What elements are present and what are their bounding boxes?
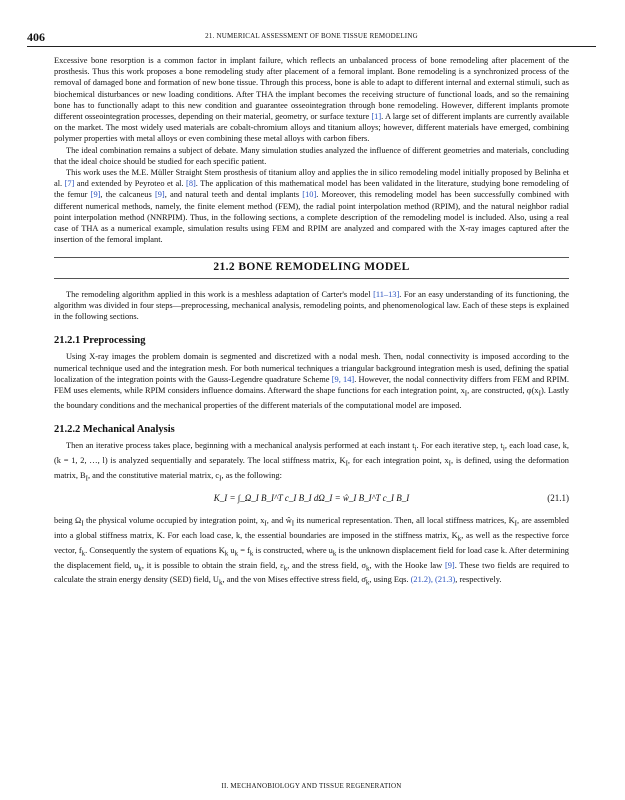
subsection-title-mechanical-analysis: 21.2.2 Mechanical Analysis [54,424,175,436]
page-body [54,55,569,589]
mechanical-paragraph-1: Then an iterative process takes place, beginning with a mechanical analysis performed at each instant $t_i$. For each iterative step, $t_i$, each load case, k, (k = 1, 2, …, l) is analyzed sequentially and separately. The local stiffness matrix, $K_I$, for each integration point, $x_I$, is defined, using the deformation matrix, $B_I$, and the constitutive material matrix, $c_I$, as the following: [54,441,569,483]
citation-link[interactable]: [9] [444,560,455,570]
citation-link[interactable]: [9] [154,190,165,200]
equation-21-1 [54,489,569,513]
section-title: 21.2 BONE REMODELING MODEL [54,257,569,278]
intro-paragraph-1: Excessive bone resorption is a common factor in implant failure, which reflects an unbalanced process of bone remodeling after placement of the prosthesis. Thus this work proposes a bone remodeling study after placement of a femoral implant. Bone remodeling is a synchronized process of the removal of damaged bone and formation of new bone tissue. Through this process, bone is able to adapt to different internal and external stimuli, such as biochemical disturbances or new loading conditions. After THA the implant becomes the receiving structure of functional loads, and so the remaining bone has to functionally adapt to this new condition and guarantee osseointegration through bone remodeling. However, different implants promote different osseointegration processes, depending on their material, geometry, or surface texture [1]. A large set of different implants are currently available on the market. The most widely used materials are cobalt-chromium alloys and titanium alloys; however, different materials have emerged, combining polymer properties with metal alloys or even combining these metal alloys with carbon fibers. [54,56,569,144]
mechanical-paragraph-2: being $\Omega_I$ the physical volume occupied by integration point, $x_I$, and $ŵ_I$ its numerical representation. Then, all local stiffness matrices, $K_I$, are assembled into a global stiffness matrix, K. For each load case, k, the essential boundaries are imposed in the stiffness matrix, $K_k$, as well as the respective force vector, $f_k$. Consequently the system of equations $K_k$ $u_k = f_k$ is constructed, where $u_k$ is the unknown displacement field for load case k. After determining the displacement field, $u_k$, it is possible to obtain the strain field, $\varepsilon_k$, and the stress field, $\sigma_k$, with the Hooke law [9]. These two fields are required to calculate the strain energy density (SED) field, $U_k$, and the von Mises effective stress field, $\sigmā_k$, using Eqs. (21.2), (21.3), respectively. [54,515,570,588]
page-header [27,30,596,47]
citation-link[interactable]: [11–13] [373,289,400,299]
citation-link[interactable]: [9] [90,190,101,200]
preprocessing-paragraph: Using X-ray images the problem domain is segmented and discretized with a nodal mesh. Then, nodal connectivity is imposed according to the numerical technique used and the integration mesh. For both numerical techniques a triangular background integration mesh is used, defining the spatial localization of the integration points with the Gauss-Legendre quadrature Scheme [9, 14]. However, the nodal connectivity differs from FEM and RPIM. FEM uses elements, while RPIM considers influence domains. Afterward the shape functions for each integration point, $x_I$, are constructed, $\varphi(x_I)$. Lastly the boundary conditions and the mechanical properties of the different materials of the computational model are imposed. [54,352,570,410]
subsection-title-preprocessing: 21.2.1 Preprocessing [54,335,146,347]
citation-link[interactable]: [10] [302,190,317,200]
section-paragraph-1: The remodeling algorithm applied in this work is a meshless adaptation of Carter's model [11–13]. For an easy understanding of its functioning, the algorithm was divided in four steps—preprocessing, mechanical analysis, remodeling points, and phenomenological law. Each of these steps is explained in the following sections. [54,289,569,322]
equation-number: (21.1) [547,492,569,503]
page-footer: II. MECHANOBIOLOGY AND TISSUE REGENERATION [221,782,402,790]
citation-link[interactable]: [8] [186,179,196,189]
citation-link[interactable]: [9, 14] [331,374,355,384]
citation-link[interactable]: [7] [64,179,75,189]
intro-paragraph-3: This work uses the M.E. Müller Straight Stem prosthesis of titanium alloy and applies the in silico remodeling model initially proposed by Belinha et al. [7] and extended by Peyroteo et al. [8]. The application of this mathematical model has been validated in the literature, studying bone remodeling of the femur [9], the calcaneus [9], and natural teeth and dental implants [10]. Moreover, this remodeling model has been successfully combined with different numerical methods, namely, the finite element method (FEM), the radial point interpolation method (RPIM), and the natural neighbor radial point interpolation method (NNRPIM). Thus, in the following sections, a complete description of the remodeling model is included. Also, using a real case of THA as a numerical example, simulation results using FEM and RPIM are analyzed and compared with the X-ray images captured after the insertion of the femoral implant. [54,168,570,245]
equation-expression: K_I = ∫_Ω_I B_I^T c_I B_I dΩ_I = ŵ_I B_I^T c_I B_I [213,492,410,503]
page-number: 406 [27,30,45,44]
running-head: 21. NUMERICAL ASSESSMENT OF BONE TISSUE REMODELING [205,32,418,40]
citation-link[interactable]: [1] [371,112,382,122]
intro-paragraph-2: The ideal combination remains a subject of debate. Many simulation studies analyzed the influence of different geometries and materials, concluding that the ideal choice should be studied for each specific patient. [54,145,569,166]
equation-reference-link[interactable]: (21.2), (21.3) [410,575,456,585]
